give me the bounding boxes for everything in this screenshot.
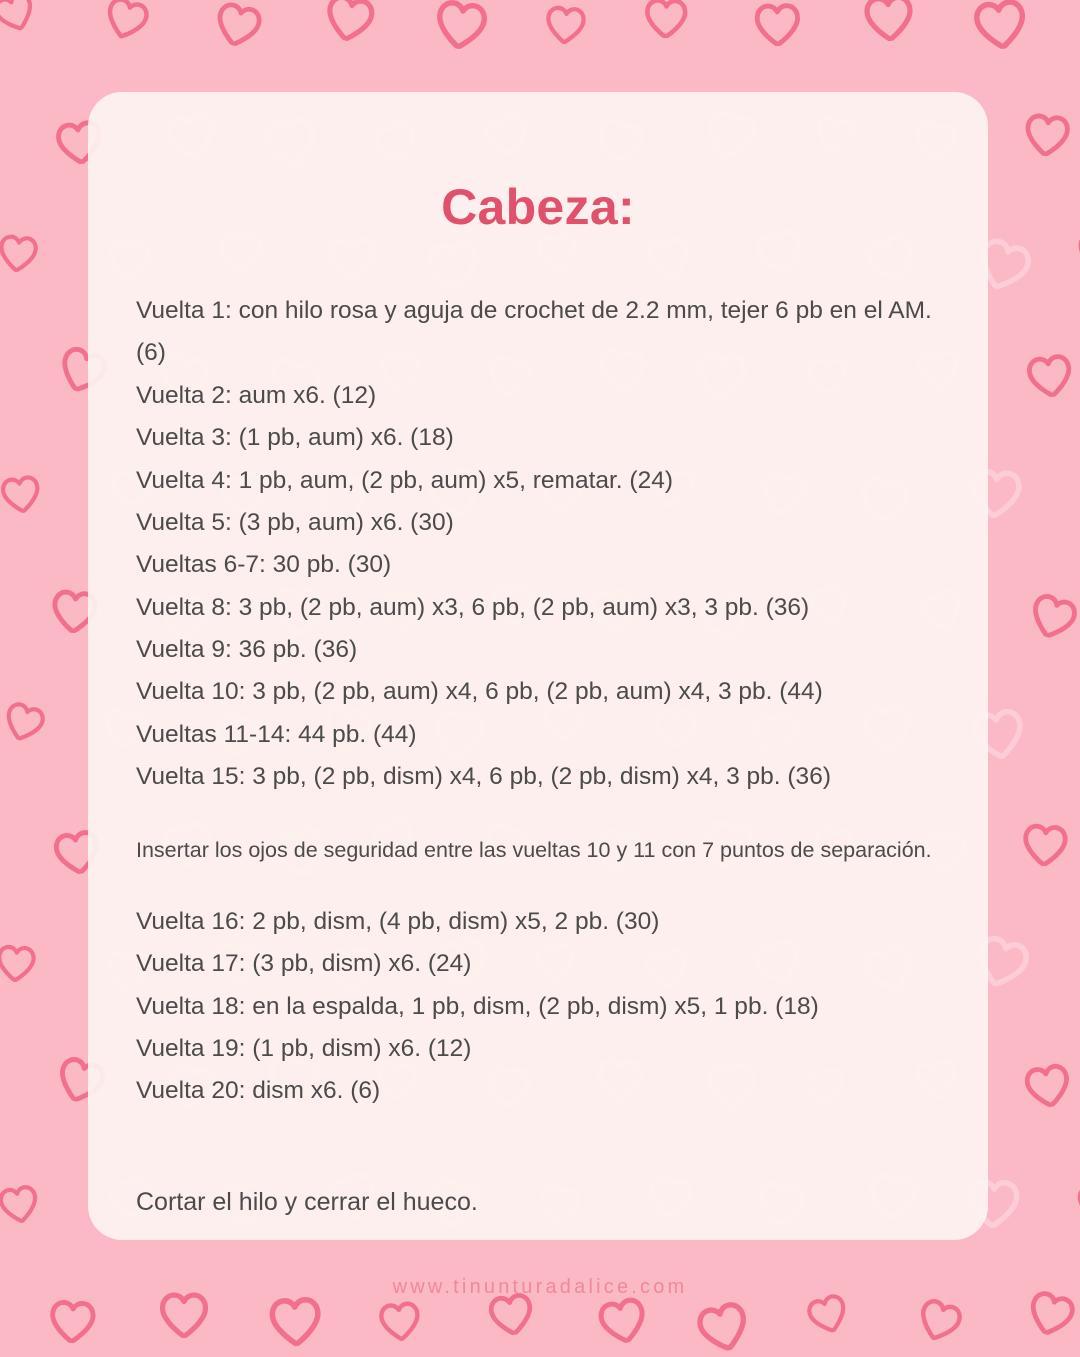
instruction-row: Vuelta 20: dism x6. (6) — [136, 1077, 381, 1105]
instruction-row: Vuelta 5: (3 pb, aum) x6. (30) — [136, 508, 454, 536]
heart-icon — [644, 0, 688, 38]
heart-icon — [0, 0, 35, 31]
spacer — [136, 1147, 948, 1181]
pattern-instructions — [136, 290, 948, 1224]
heart-icon — [864, 0, 914, 41]
heart-icon — [1025, 1065, 1071, 1107]
heart-icon — [698, 1304, 749, 1351]
instruction-row: Vuelta 19: (1 pb, dism) x6. (12) — [136, 1035, 472, 1063]
heart-icon — [269, 1297, 322, 1346]
instruction-row: Vuelta 3: (1 pb, aum) x6. (18) — [136, 424, 454, 452]
instruction-row: Vueltas 6-7: 30 pb. (30) — [136, 551, 392, 579]
heart-icon — [545, 6, 586, 44]
instruction-row: Vuelta 16: 2 pb, dism, (4 pb, dism) x5, 2 pb. (30) — [136, 907, 660, 935]
spacer — [136, 867, 948, 901]
heart-icon — [1030, 596, 1076, 638]
page-title: Cabeza: — [441, 179, 635, 235]
heart-icon — [489, 1294, 534, 1335]
instruction-row: Vuelta 15: 3 pb, (2 pb, dism) x4, 6 pb, (2 pb, dism) x4, 3 pb. (36) — [136, 763, 831, 791]
heart-icon — [49, 1300, 96, 1343]
heart-icon — [0, 235, 38, 272]
heart-icon — [808, 1296, 848, 1333]
instruction-row: Vueltas 11-14: 44 pb. (44) — [136, 720, 417, 748]
closing-instruction: Cortar el hilo y cerrar el hueco. — [136, 1187, 478, 1216]
instruction-row: Vuelta 10: 3 pb, (2 pb, aum) x4, 6 pb, (2 pb, aum) x4, 3 pb. (44) — [136, 678, 823, 706]
heart-icon — [1, 476, 41, 513]
heart-icon — [1022, 824, 1068, 866]
heart-icon — [1076, 233, 1080, 272]
instruction-row: Vuelta 1: con hilo rosa y aguja de crochet de 2.2 mm, tejer 6 pb en el AM. (6) — [136, 297, 932, 367]
pattern-card — [88, 92, 988, 1240]
instruction-row: Vuelta 17: (3 pb, dism) x6. (24) — [136, 950, 472, 978]
heart-icon — [1027, 355, 1073, 397]
heart-icon — [754, 3, 801, 46]
heart-icon — [215, 4, 261, 46]
spacer — [136, 1113, 948, 1147]
heart-icon — [0, 945, 36, 982]
instruction-row: Vuelta 2: aum x6. (12) — [136, 381, 377, 409]
instruction-row: Vuelta 18: en la espalda, 1 pb, dism, (2 pb, dism) x5, 1 pb. (18) — [136, 992, 819, 1020]
heart-icon — [1028, 1293, 1074, 1335]
heart-icon — [105, 0, 148, 39]
heart-icon — [379, 1302, 421, 1341]
instruction-row: Vuelta 4: 1 pb, aum, (2 pb, aum) x5, rematar. (24) — [136, 466, 673, 494]
heart-icon — [0, 1186, 39, 1223]
heart-icon — [974, 0, 1027, 49]
spacer — [136, 799, 948, 833]
website-footer: www.tinunturadalice.com — [392, 1276, 688, 1298]
instruction-row: Vuelta 8: 3 pb, (2 pb, aum) x3, 6 pb, (2 pb, aum) x3, 3 pb. (36) — [136, 593, 810, 621]
instruction-row: Vuelta 9: 36 pb. (36) — [136, 636, 358, 663]
heart-icon — [4, 704, 44, 741]
safety-eyes-note: Insertar los ojos de seguridad entre las vueltas 10 y 11 con 7 puntos de separación. — [136, 837, 932, 862]
heart-icon — [918, 1301, 961, 1341]
heart-icon — [325, 0, 374, 41]
heart-icon — [435, 1, 487, 49]
heart-icon — [1024, 114, 1070, 156]
heart-icon — [599, 1299, 647, 1343]
